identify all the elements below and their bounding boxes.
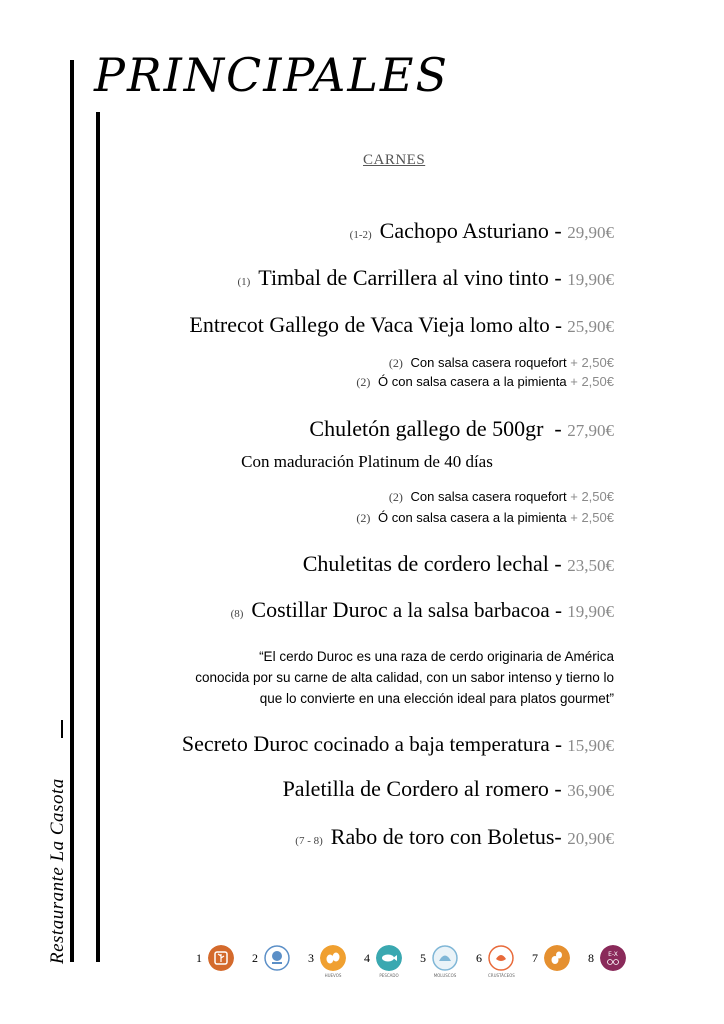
page-title: PRINCIPALES <box>94 48 449 102</box>
dish-name: Costillar Duroc <box>251 597 388 622</box>
allergen-label: PESCADO <box>379 973 399 978</box>
sauce-price: + 2,50€ <box>570 510 614 525</box>
allergen-ref: (2) <box>388 490 403 504</box>
dish-name: Chuletitas de cordero lechal <box>302 551 549 576</box>
allergen-number: 4 <box>364 951 370 965</box>
sulphite-icon <box>600 945 626 971</box>
dish-costillar <box>231 597 614 623</box>
dish-price: 29,90€ <box>567 223 614 242</box>
dish-separator: - <box>549 732 568 756</box>
sauce-text: Ó con salsa casera a la pimienta <box>378 374 567 389</box>
dish-price: 23,50€ <box>567 556 614 575</box>
restaurant-name: Restaurante La Casota <box>47 778 68 964</box>
mollusc-icon <box>432 945 458 971</box>
fish-icon <box>376 945 402 971</box>
quote-line: conocida por su carne de alta calidad, con un sabor intenso y tierno lo <box>195 670 614 685</box>
allergen-label: HUEVOS <box>324 973 342 978</box>
allergen-number: 2 <box>252 951 258 965</box>
chuleton-sauce-pimienta <box>356 510 614 526</box>
dish-description: a la salsa barbacoa <box>387 598 550 622</box>
dish-entrecot <box>189 312 614 338</box>
section-heading: CARNES <box>363 152 426 168</box>
quote-line: “El cerdo Duroc es una raza de cerdo originaria de América <box>259 649 614 664</box>
dish-chuleton <box>309 416 614 442</box>
allergen-ref: (7 - 8) <box>295 835 323 847</box>
right-vertical-rule <box>96 112 100 962</box>
left-vertical-rule <box>70 60 74 962</box>
allergen-ref: (2) <box>356 511 371 525</box>
sulphite-icon-text: E-X <box>608 951 618 958</box>
allergen-ref: (1-2) <box>349 229 372 241</box>
side-divider <box>61 720 63 738</box>
dish-price: 25,90€ <box>567 317 614 336</box>
allergen-label: MOLUSCOS <box>433 973 457 978</box>
dish-description: lomo alto <box>464 313 550 337</box>
crustacean-icon <box>488 945 514 971</box>
dish-paletilla <box>283 776 614 802</box>
dish-separator: - <box>543 416 568 441</box>
dish-price: 19,90€ <box>567 270 614 289</box>
allergen-number: 3 <box>308 951 314 965</box>
allergen-number: 1 <box>196 951 202 965</box>
allergen-number: 8 <box>588 951 594 965</box>
dish-name: Secreto Duroc <box>181 731 309 756</box>
egg-icon <box>320 945 346 971</box>
sauce-text: Con salsa casera roquefort <box>410 489 567 504</box>
dish-rabo-de-toro <box>295 824 614 850</box>
allergen-ref: (2) <box>388 356 403 370</box>
sauce-text: Con salsa casera roquefort <box>410 355 567 370</box>
dish-price: 20,90€ <box>567 829 614 848</box>
dish-price: 15,90€ <box>567 736 614 755</box>
dish-name: Entrecot Gallego de Vaca Vieja <box>189 312 465 337</box>
dish-separator: - <box>548 551 568 576</box>
dish-separator: - <box>548 218 568 243</box>
chuleton-sauce-roquefort <box>389 489 614 505</box>
duroc-quote <box>195 646 614 709</box>
dish-name: Paletilla de Cordero al romero <box>282 776 549 801</box>
allergen-number: 5 <box>420 951 426 965</box>
dish-description: cocinado a baja temperatura <box>308 732 550 756</box>
entrecot-sauce-roquefort <box>389 355 614 371</box>
dish-separator: - <box>549 313 568 337</box>
lactose-icon <box>264 945 290 971</box>
dish-separator: - <box>554 824 568 849</box>
dish-price: 36,90€ <box>567 781 614 800</box>
dish-cachopo <box>350 218 614 244</box>
dish-price: 27,90€ <box>567 421 614 440</box>
allergen-ref: (1) <box>237 276 251 288</box>
dish-chuletitas <box>303 551 614 577</box>
dish-secreto <box>182 731 614 757</box>
dish-timbal <box>237 265 614 291</box>
peanut-icon <box>544 945 570 971</box>
entrecot-sauce-pimienta <box>356 374 614 390</box>
dish-name: Chuletón gallego de 500gr <box>309 416 544 441</box>
dish-name: Timbal de Carrillera al vino tinto <box>258 265 549 290</box>
sauce-price: + 2,50€ <box>570 489 614 504</box>
quote-line: que lo convierte en una elección ideal para platos gourmet” <box>259 691 614 706</box>
dish-separator: - <box>549 598 568 622</box>
sauce-price: + 2,50€ <box>570 374 614 389</box>
allergen-ref: (8) <box>230 608 244 620</box>
allergen-number: 6 <box>476 951 482 965</box>
dish-price: 19,90€ <box>567 602 614 621</box>
dish-separator: - <box>548 776 568 801</box>
dish-name: Cachopo Asturiano <box>379 218 549 243</box>
chuleton-note: Con maduración Platinum de 40 días <box>241 452 493 471</box>
allergen-label: CRUSTÁCEOS <box>488 973 515 978</box>
sauce-text: Ó con salsa casera a la pimienta <box>378 510 567 525</box>
dish-separator: - <box>548 265 568 290</box>
sauce-price: + 2,50€ <box>570 355 614 370</box>
gluten-icon <box>208 945 234 971</box>
dish-name: Rabo de toro con Boletus <box>330 824 555 849</box>
allergen-number: 7 <box>532 951 538 965</box>
allergen-ref: (2) <box>356 375 371 389</box>
allergen-legend <box>196 945 626 985</box>
